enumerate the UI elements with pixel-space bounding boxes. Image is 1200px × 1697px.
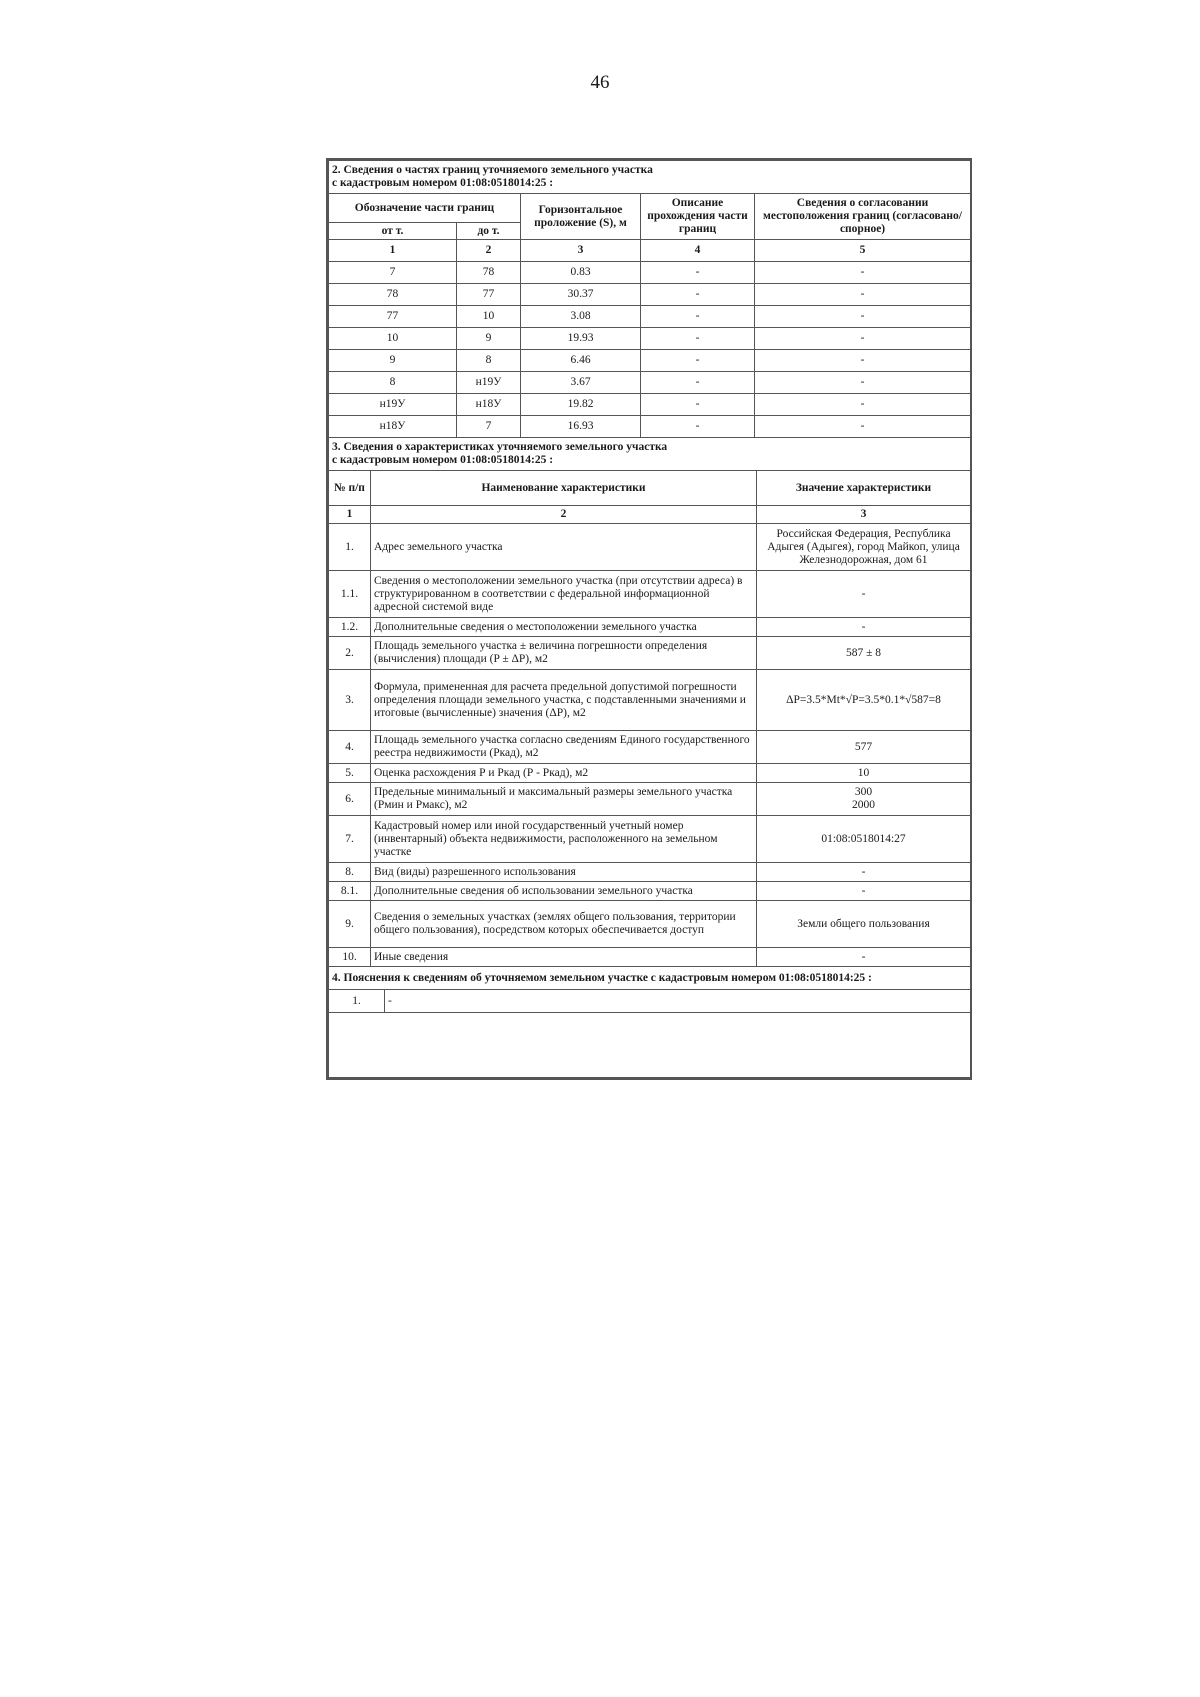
table-row bbox=[329, 764, 971, 783]
table-row bbox=[329, 524, 971, 571]
characteristic-value-cell: - bbox=[757, 571, 971, 618]
from-point-cell: 8 bbox=[329, 372, 457, 394]
agreement-cell: - bbox=[755, 262, 971, 284]
characteristic-name-cell: Площадь земельного участка ± величина погрешности определения (вычисления) площади (P ± ΔP), м2 bbox=[371, 637, 757, 670]
table-row bbox=[329, 670, 971, 731]
row-number-cell: 8.1. bbox=[329, 882, 371, 901]
col-number: 5 bbox=[755, 240, 971, 262]
length-cell: 30.37 bbox=[521, 284, 641, 306]
explanations-table bbox=[328, 966, 971, 1078]
length-cell: 3.08 bbox=[521, 306, 641, 328]
table-row bbox=[329, 284, 971, 306]
agreement-cell: - bbox=[755, 416, 971, 438]
row-number-cell: 1.1. bbox=[329, 571, 371, 618]
table-row bbox=[329, 863, 971, 882]
characteristic-name-cell: Иные сведения bbox=[371, 948, 757, 967]
table-row bbox=[329, 948, 971, 967]
header-to-point: до т. bbox=[457, 223, 521, 240]
row-number-cell: 1. bbox=[329, 990, 385, 1013]
col-number: 1 bbox=[329, 240, 457, 262]
characteristic-value-cell: ΔP=3.5*Mt*√P=3.5*0.1*√587=8 bbox=[757, 670, 971, 731]
length-cell: 0.83 bbox=[521, 262, 641, 284]
row-number-cell: 6. bbox=[329, 783, 371, 816]
description-cell: - bbox=[641, 350, 755, 372]
length-cell: 6.46 bbox=[521, 350, 641, 372]
row-number-cell: 1.2. bbox=[329, 618, 371, 637]
agreement-cell: - bbox=[755, 306, 971, 328]
to-point-cell: 10 bbox=[457, 306, 521, 328]
row-number-cell: 1. bbox=[329, 524, 371, 571]
characteristic-name-cell: Вид (виды) разрешенного использования bbox=[371, 863, 757, 882]
agreement-cell: - bbox=[755, 328, 971, 350]
section3-title-line1: 3. Сведения о характеристиках уточняемого земельного участка bbox=[332, 441, 668, 453]
agreement-cell: - bbox=[755, 350, 971, 372]
section3-title bbox=[329, 438, 971, 471]
characteristic-name-cell: Предельные минимальный и максимальный размеры земельного участка (Рмин и Рмакс), м2 bbox=[371, 783, 757, 816]
header-boundary-designation: Обозначение части границ bbox=[329, 194, 521, 223]
table-row bbox=[329, 306, 971, 328]
header-row-number: № п/п bbox=[329, 471, 371, 506]
to-point-cell: 9 bbox=[457, 328, 521, 350]
characteristics-table bbox=[328, 437, 971, 967]
table-row bbox=[329, 372, 971, 394]
explanation-text-cell: - bbox=[385, 990, 971, 1013]
description-cell: - bbox=[641, 328, 755, 350]
max-size-value: 2000 bbox=[852, 799, 876, 811]
characteristic-name-cell: Сведения о земельных участках (землях общего пользования, территории общего пользования), посредством которых обеспечивается доступ bbox=[371, 901, 757, 948]
table-row bbox=[329, 901, 971, 948]
row-number-cell: 9. bbox=[329, 901, 371, 948]
characteristic-value-cell: 10 bbox=[757, 764, 971, 783]
table-row bbox=[329, 783, 971, 816]
table-row bbox=[329, 416, 971, 438]
table-row bbox=[329, 637, 971, 670]
row-number-cell: 2. bbox=[329, 637, 371, 670]
agreement-cell: - bbox=[755, 372, 971, 394]
characteristic-value-cell: 577 bbox=[757, 731, 971, 764]
table-row bbox=[329, 350, 971, 372]
description-cell: - bbox=[641, 306, 755, 328]
characteristic-name-cell: Сведения о местоположении земельного участка (при отсутствии адреса) в структурированном в соответствии с федеральной информационной адресной системой виде bbox=[371, 571, 757, 618]
from-point-cell: 10 bbox=[329, 328, 457, 350]
length-cell: 19.93 bbox=[521, 328, 641, 350]
section2-title bbox=[329, 161, 971, 194]
characteristic-value-cell: Российская Федерация, Республика Адыгея (Адыгея), город Майкоп, улица Железнодорожная, дом 61 bbox=[757, 524, 971, 571]
boundary-parts-table bbox=[328, 160, 971, 438]
description-cell: - bbox=[641, 284, 755, 306]
characteristic-value-cell: 587 ± 8 bbox=[757, 637, 971, 670]
row-number-cell: 7. bbox=[329, 816, 371, 863]
col-number: 4 bbox=[641, 240, 755, 262]
col-number: 3 bbox=[757, 506, 971, 524]
characteristic-name-cell: Площадь земельного участка согласно сведениям Единого государственного реестра недвижимости (Ркад), м2 bbox=[371, 731, 757, 764]
from-point-cell: н19У bbox=[329, 394, 457, 416]
cadastral-document-frame bbox=[326, 158, 972, 1080]
agreement-cell: - bbox=[755, 284, 971, 306]
table-row bbox=[329, 882, 971, 901]
characteristic-value-cell: - bbox=[757, 948, 971, 967]
length-cell: 16.93 bbox=[521, 416, 641, 438]
characteristic-value-cell: 01:08:0518014:27 bbox=[757, 816, 971, 863]
characteristic-name-cell: Адрес земельного участка bbox=[371, 524, 757, 571]
characteristic-name-cell: Формула, примененная для расчета предельной допустимой погрешности определения площади земельного участка, с подставленными значениями и итоговые (вычисленные) значения (ΔP), м2 bbox=[371, 670, 757, 731]
characteristic-name-cell: Кадастровый номер или иной государственный учетный номер (инвентарный) объекта недвижимости, расположенного на земельном участке bbox=[371, 816, 757, 863]
characteristic-value-cell: - bbox=[757, 618, 971, 637]
from-point-cell: 7 bbox=[329, 262, 457, 284]
empty-area bbox=[329, 1013, 971, 1078]
length-cell: 3.67 bbox=[521, 372, 641, 394]
characteristic-name-cell: Оценка расхождения Р и Ркад (Р - Ркад), м2 bbox=[371, 764, 757, 783]
col-number: 1 bbox=[329, 506, 371, 524]
to-point-cell: 77 bbox=[457, 284, 521, 306]
min-size-value: 300 bbox=[854, 786, 873, 798]
row-number-cell: 4. bbox=[329, 731, 371, 764]
section3-title-line2: с кадастровым номером 01:08:0518014:25 : bbox=[332, 454, 554, 466]
header-characteristic-name: Наименование характеристики bbox=[371, 471, 757, 506]
description-cell: - bbox=[641, 262, 755, 284]
to-point-cell: 8 bbox=[457, 350, 521, 372]
characteristic-value-cell bbox=[757, 783, 971, 816]
row-number-cell: 8. bbox=[329, 863, 371, 882]
from-point-cell: 77 bbox=[329, 306, 457, 328]
header-agreement-info: Сведения о согласовании местоположения границ (согласовано/спорное) bbox=[755, 194, 971, 240]
header-from-point: от т. bbox=[329, 223, 457, 240]
col-number: 2 bbox=[371, 506, 757, 524]
from-point-cell: 9 bbox=[329, 350, 457, 372]
characteristic-value-cell: Земли общего пользования bbox=[757, 901, 971, 948]
col-number: 2 bbox=[457, 240, 521, 262]
header-characteristic-value: Значение характеристики bbox=[757, 471, 971, 506]
row-number-cell: 3. bbox=[329, 670, 371, 731]
to-point-cell: 7 bbox=[457, 416, 521, 438]
header-boundary-description: Описание прохождения части границ bbox=[641, 194, 755, 240]
to-point-cell: 78 bbox=[457, 262, 521, 284]
characteristic-value-cell: - bbox=[757, 863, 971, 882]
from-point-cell: 78 bbox=[329, 284, 457, 306]
characteristic-name-cell: Дополнительные сведения об использовании земельного участка bbox=[371, 882, 757, 901]
description-cell: - bbox=[641, 372, 755, 394]
section2-title-line2: с кадастровым номером 01:08:0518014:25 : bbox=[332, 177, 554, 189]
table-row bbox=[329, 262, 971, 284]
agreement-cell: - bbox=[755, 394, 971, 416]
to-point-cell: н18У bbox=[457, 394, 521, 416]
col-number: 3 bbox=[521, 240, 641, 262]
section2-title-line1: 2. Сведения о частях границ уточняемого земельного участка bbox=[332, 164, 653, 176]
row-number-cell: 5. bbox=[329, 764, 371, 783]
table-row bbox=[329, 618, 971, 637]
row-number-cell: 10. bbox=[329, 948, 371, 967]
table-row bbox=[329, 990, 971, 1013]
table-row bbox=[329, 394, 971, 416]
to-point-cell: н19У bbox=[457, 372, 521, 394]
length-cell: 19.82 bbox=[521, 394, 641, 416]
table-row bbox=[329, 571, 971, 618]
description-cell: - bbox=[641, 416, 755, 438]
table-row bbox=[329, 328, 971, 350]
table-row bbox=[329, 731, 971, 764]
description-cell: - bbox=[641, 394, 755, 416]
header-horizontal-length: Горизонтальное проложение (S), м bbox=[521, 194, 641, 240]
table-row bbox=[329, 816, 971, 863]
characteristic-name-cell: Дополнительные сведения о местоположении земельного участка bbox=[371, 618, 757, 637]
characteristic-value-cell: - bbox=[757, 882, 971, 901]
from-point-cell: н18У bbox=[329, 416, 457, 438]
section4-title: 4. Пояснения к сведениям об уточняемом земельном участке с кадастровым номером 01:08:0518014:25 : bbox=[329, 967, 971, 990]
page-number: 46 bbox=[590, 72, 610, 93]
